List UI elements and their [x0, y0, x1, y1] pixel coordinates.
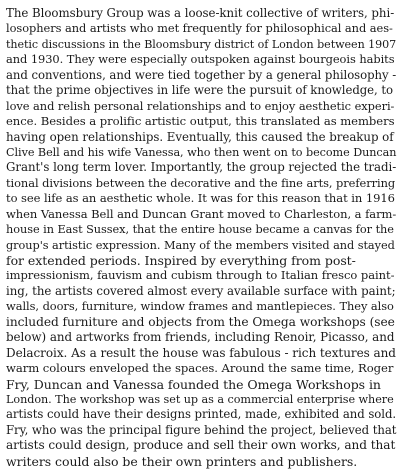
text-line: having open relationships. Eventually, this caused the breakup of — [6, 129, 394, 144]
text-line: impressionism, fauvism and cubism through to Italian fresco paint- — [6, 268, 395, 283]
text-line: house in East Sussex, that the entire house became a canvas for the — [6, 223, 394, 237]
text-line: London. The workshop was set up as a commercial enterprise where — [6, 392, 394, 406]
text-line: thetic discussions in the Bloomsbury district of London between 1907 — [6, 37, 397, 51]
text-line: that the prime objectives in life were the pursuit of knowledge, to — [6, 83, 394, 98]
text-line: ing, the artists covered almost every available surface with paint; — [6, 283, 396, 298]
text-line: when Vanessa Bell and Duncan Grant moved to Charleston, a farm- — [6, 206, 397, 221]
text-line: Grant's long term lover. Importantly, the group rejected the tradi- — [6, 160, 397, 175]
text-line: for extended periods. Inspired by everything from post- — [6, 253, 356, 268]
text-line: walls, doors, furniture, window frames and mantlepieces. They also — [6, 299, 394, 314]
text-line: Fry, Duncan and Vanessa founded the Omega Workshops in — [6, 376, 381, 392]
text-line: Fry, who was the principal figure behind the project, believed that — [6, 422, 397, 437]
text-line: and conventions, and were tied together by a general philosophy - — [6, 67, 397, 82]
text-line: losophers and artists who met frequently for philosophical and aes- — [6, 21, 393, 36]
text-line: The Bloomsbury Group was a loose-knit collective of writers, phi- — [6, 6, 395, 20]
text-line: warm colours enveloped the spaces. Around the same time, Roger — [6, 361, 394, 376]
text-line: included furniture and objects from the Omega workshops (see — [6, 314, 395, 329]
text-line: to see life as an aesthetic whole. It was for this reason that in 1916 — [6, 191, 395, 206]
text-line: artists could design, produce and sell their own works, and that — [6, 438, 396, 453]
text-line: and 1930. They were especially outspoken against bourgeois habits — [6, 52, 395, 67]
text-line: writers could also be their own printers and publishers. — [6, 453, 358, 469]
text-line: tional divisions between the decorative and the fine arts, preferring — [6, 175, 396, 190]
text-line: group's artistic expression. Many of the members visited and stayed — [6, 238, 395, 252]
text-line: artists could have their designs printed, made, exhibited and sold. — [6, 407, 397, 422]
text-line: love and relish personal relationships and to enjoy aesthetic experi- — [6, 98, 395, 113]
text-line: Delacroix. As a result the house was fabulous - rich textures and — [6, 345, 396, 360]
text-line: ence. Besides a prolific artistic output, this translated as members — [6, 114, 395, 129]
document-body — [6, 6, 396, 469]
text-line: below) and artworks from friends, including Renoir, Picasso, and — [6, 330, 395, 345]
text-line: Clive Bell and his wife Vanessa, who then went on to become Duncan — [6, 145, 397, 159]
